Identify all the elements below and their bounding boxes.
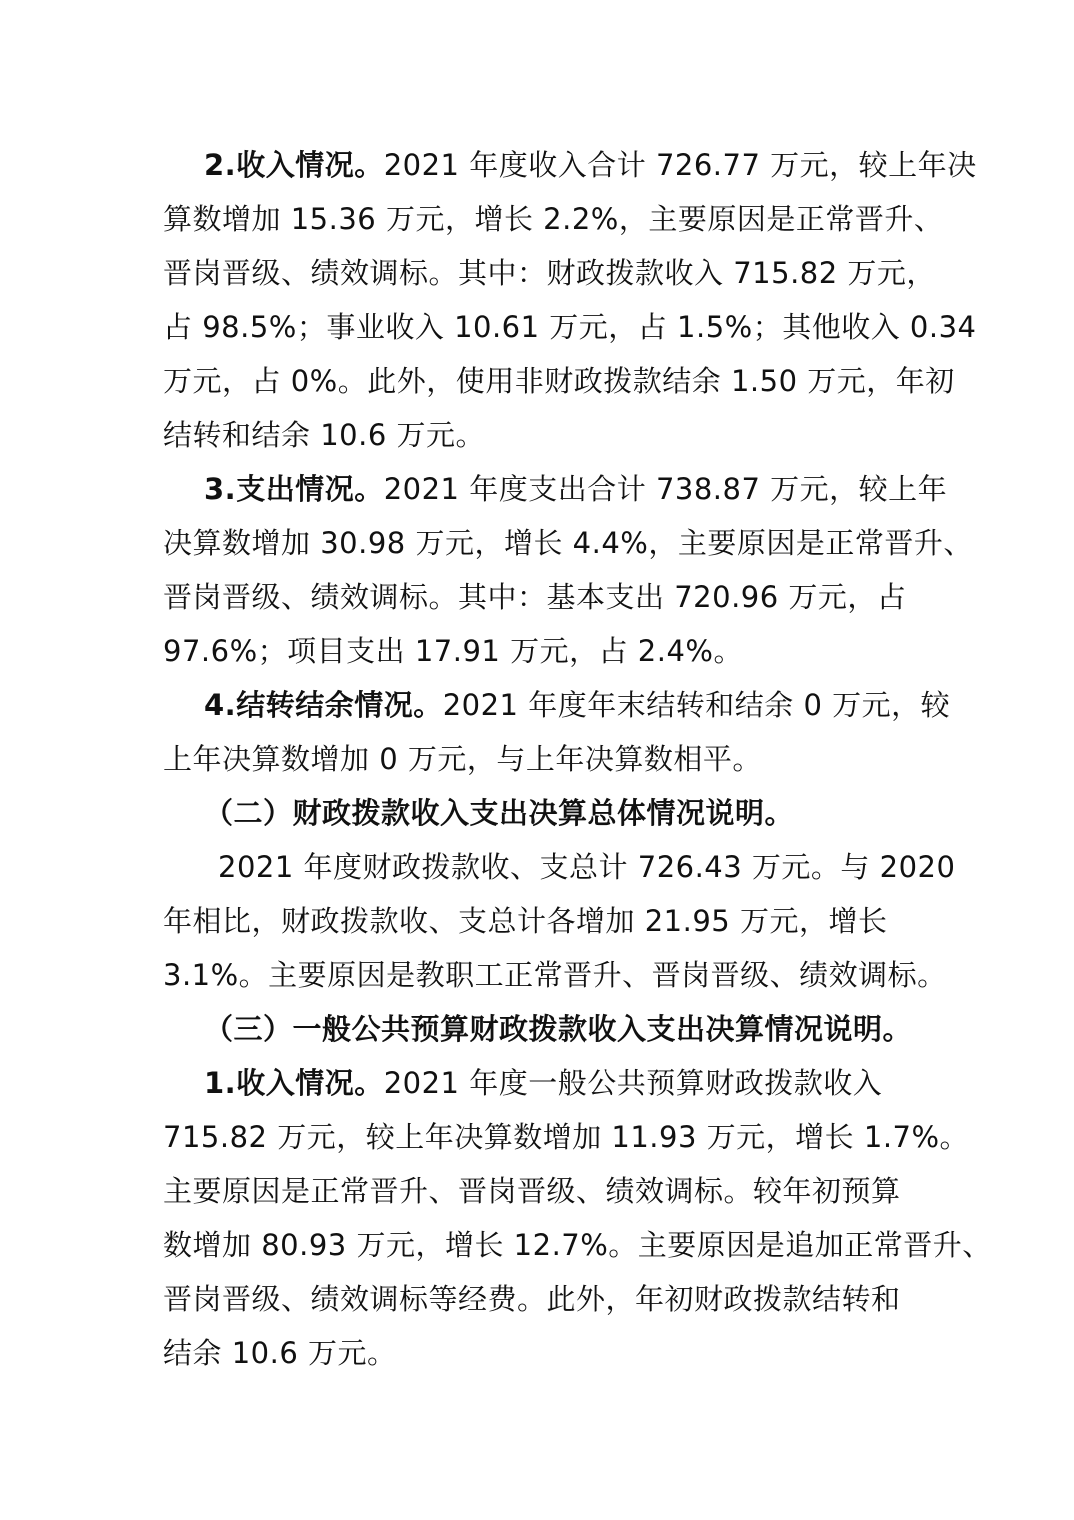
general-income-heading: 1.收入情况。 xyxy=(204,1066,384,1100)
paragraph-carryover-line-2: 上年决算数增加 0 万元，与上年决算数相平。 xyxy=(163,742,762,776)
paragraph-fiscal-line-1: 2021 年度财政拨款收、支总计 726.43 万元。与 2020 xyxy=(218,850,956,884)
paragraph-general-income-line-2: 715.82 万元，较上年决算数增加 11.93 万元，增长 1.7%。 xyxy=(163,1120,970,1154)
paragraph-income-line-5: 万元，占 0%。此外，使用非财政拨款结余 1.50 万元，年初 xyxy=(163,364,955,398)
paragraph-general-income-line-3: 主要原因是正常晋升、晋岗晋级、绩效调标。较年初预算 xyxy=(163,1174,901,1208)
carryover-heading: 4.结转结余情况。 xyxy=(204,688,443,722)
paragraph-expense-line-2: 决算数增加 30.98 万元，增长 4.4%，主要原因是正常晋升、 xyxy=(163,526,973,560)
expense-heading: 3.支出情况。 xyxy=(204,472,384,506)
paragraph-general-income-line-6: 结余 10.6 万元。 xyxy=(163,1336,397,1370)
section-heading-2: （二）财政拨款收入支出决算总体情况说明。 xyxy=(204,796,795,830)
paragraph-general-income-line-1: 1.收入情况。2021 年度一般公共预算财政拨款收入 xyxy=(204,1066,883,1100)
paragraph-general-income-line-5: 晋岗晋级、绩效调标等经费。此外，年初财政拨款结转和 xyxy=(163,1282,901,1316)
paragraph-income-line-1: 2.收入情况。2021 年度收入合计 726.77 万元，较上年决 xyxy=(204,148,977,182)
paragraph-expense-line-1: 3.支出情况。2021 年度支出合计 738.87 万元，较上年 xyxy=(204,472,948,506)
section-heading-3: （三）一般公共预算财政拨款收入支出决算情况说明。 xyxy=(204,1012,913,1046)
paragraph-fiscal-line-2: 年相比，财政拨款收、支总计各增加 21.95 万元，增长 xyxy=(163,904,888,938)
income-heading: 2.收入情况。 xyxy=(204,148,384,182)
paragraph-income-line-4: 占 98.5%；事业收入 10.61 万元，占 1.5%；其他收入 0.34 xyxy=(163,310,977,344)
paragraph-carryover-line-1: 4.结转结余情况。2021 年度年末结转和结余 0 万元，较 xyxy=(204,688,951,722)
paragraph-income-line-2: 算数增加 15.36 万元，增长 2.2%，主要原因是正常晋升、 xyxy=(163,202,944,236)
paragraph-general-income-line-4: 数增加 80.93 万元，增长 12.7%。主要原因是追加正常晋升、 xyxy=(163,1228,992,1262)
paragraph-expense-line-3: 晋岗晋级、绩效调标。其中：基本支出 720.96 万元，占 xyxy=(163,580,907,614)
paragraph-income-line-6: 结转和结余 10.6 万元。 xyxy=(163,418,486,452)
paragraph-income-line-3: 晋岗晋级、绩效调标。其中：财政拨款收入 715.82 万元， xyxy=(163,256,936,290)
paragraph-fiscal-line-3: 3.1%。主要原因是教职工正常晋升、晋岗晋级、绩效调标。 xyxy=(163,958,947,992)
paragraph-expense-line-4: 97.6%；项目支出 17.91 万元，占 2.4%。 xyxy=(163,634,743,668)
